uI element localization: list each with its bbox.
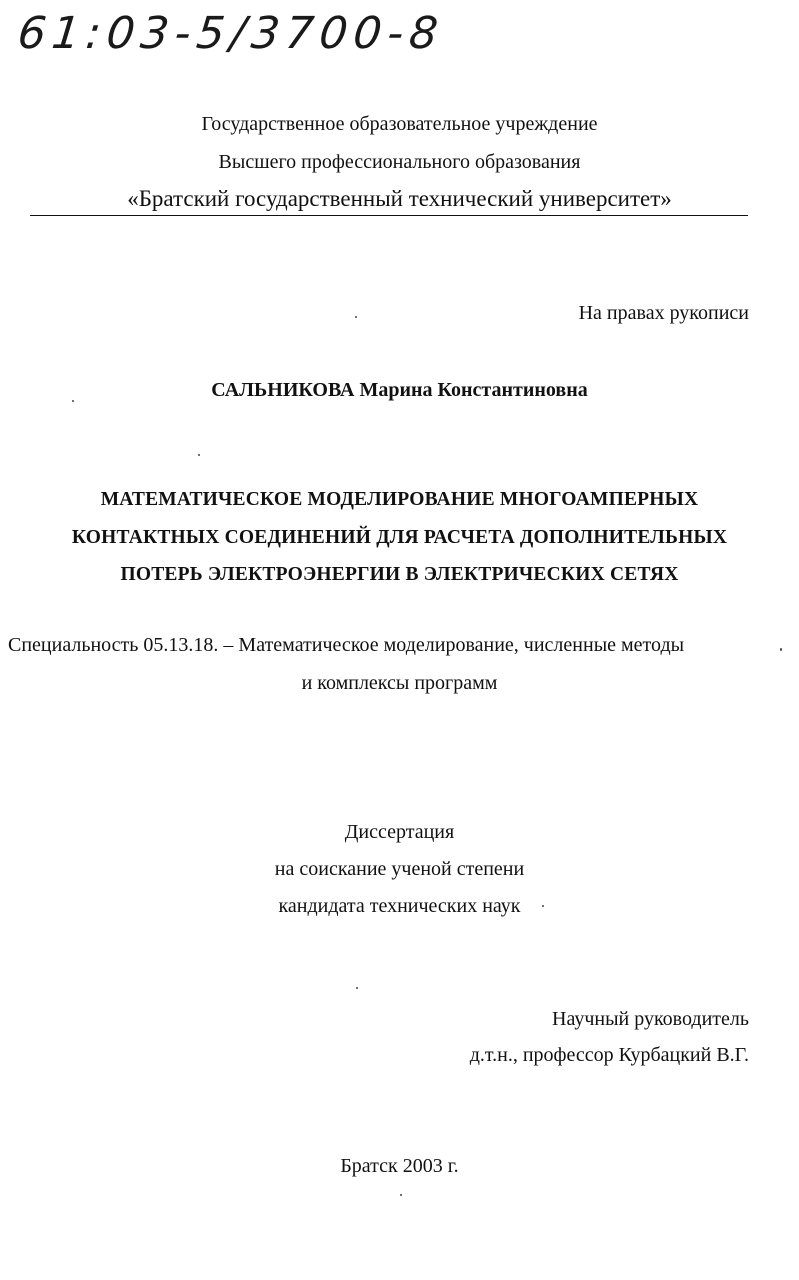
degree-line-1: на соискание ученой степени bbox=[274, 858, 525, 880]
specialty-line-2: и комплексы программ bbox=[301, 672, 498, 694]
university-name: «Братский государственный технический университет» bbox=[127, 186, 672, 211]
manuscript-note: На правах рукописи bbox=[578, 302, 749, 324]
scan-speck bbox=[355, 316, 357, 318]
supervisor-label: Научный руководитель bbox=[552, 1008, 749, 1030]
author-name: САЛЬНИКОВА Марина Константиновна bbox=[211, 379, 588, 401]
supervisor-name: д.т.н., профессор Курбацкий В.Г. bbox=[469, 1044, 749, 1066]
institution-line-1: Государственное образовательное учреждение bbox=[201, 113, 598, 135]
degree-line-2: кандидата технических наук bbox=[278, 895, 521, 917]
thesis-title-line-2: КОНТАКТНЫХ СОЕДИНЕНИЙ ДЛЯ РАСЧЕТА ДОПОЛНИТЕЛЬНЫХ bbox=[71, 527, 728, 548]
header-divider bbox=[30, 215, 748, 216]
scan-speck bbox=[400, 1194, 402, 1196]
scan-speck bbox=[780, 648, 782, 651]
dissertation-label: Диссертация bbox=[344, 821, 455, 843]
institution-line-2: Высшего профессионального образования bbox=[218, 151, 581, 173]
scan-speck bbox=[356, 987, 358, 989]
city-year: Братск 2003 г. bbox=[340, 1155, 459, 1177]
scan-speck bbox=[72, 400, 74, 402]
thesis-title-line-3: ПОТЕРЬ ЭЛЕКТРОЭНЕРГИИ В ЭЛЕКТРИЧЕСКИХ СЕТЯХ bbox=[120, 564, 679, 585]
scan-speck bbox=[198, 454, 200, 456]
handwritten-archive-code: 61:03-5/3700-8 bbox=[15, 8, 447, 59]
specialty-line-1: Специальность 05.13.18. – Математическое моделирование, численные методы bbox=[8, 634, 685, 656]
scan-speck bbox=[542, 905, 544, 907]
thesis-title-line-1: МАТЕМАТИЧЕСКОЕ МОДЕЛИРОВАНИЕ МНОГОАМПЕРНЫХ bbox=[100, 489, 699, 510]
